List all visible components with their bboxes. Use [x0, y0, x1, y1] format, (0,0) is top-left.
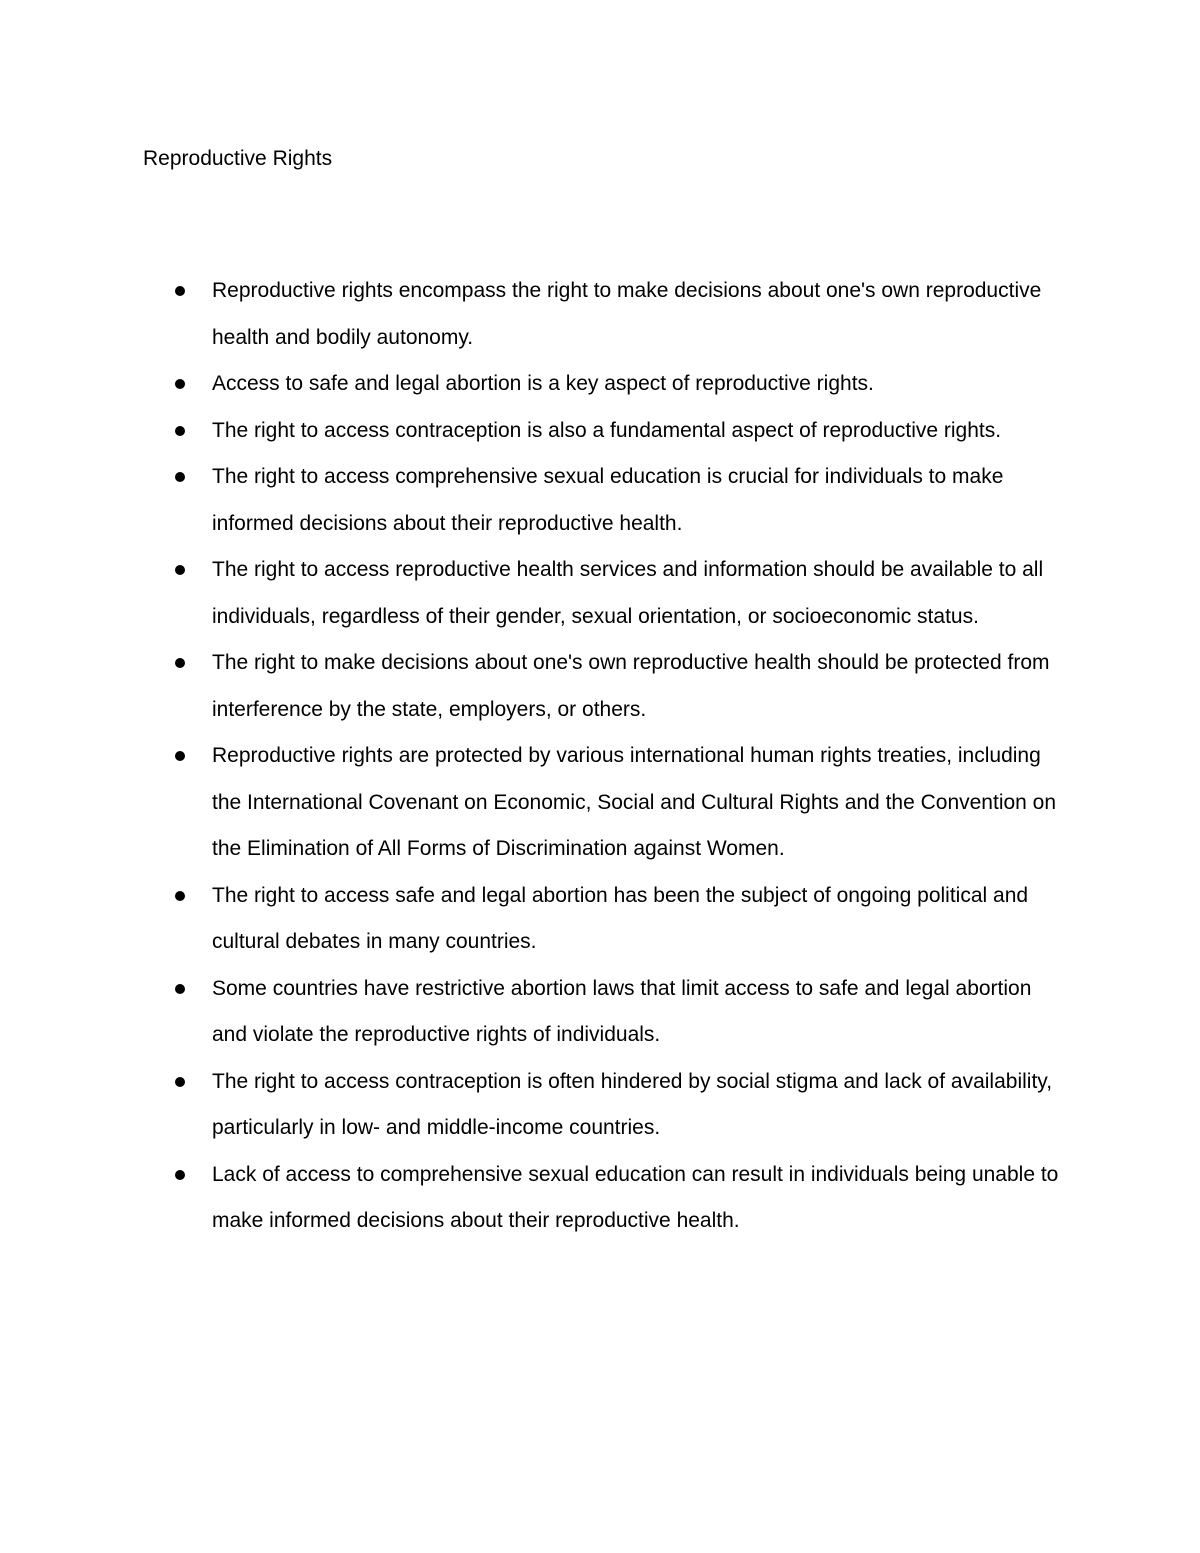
bullet-item: [0, 1059, 1062, 1152]
bullet-icon: [175, 426, 185, 436]
bullet-item: [0, 454, 1062, 547]
bullet-icon: [175, 379, 185, 389]
bullet-text: Reproductive rights are protected by various international human rights treaties, including the International Covenant on Economic, Social and Cultural Rights and the Convention on the Elimination of All Forms of Discrimination against Women.: [212, 744, 1057, 860]
bullet-icon: [175, 286, 185, 296]
bullet-item: [0, 268, 1062, 361]
bullet-list: [0, 268, 1200, 1245]
bullet-item: [0, 547, 1062, 640]
bullet-text: The right to access contraception is often hindered by social stigma and lack of availability, particularly in low- and middle-income countries.: [212, 1069, 1053, 1139]
bullet-icon: [175, 751, 185, 761]
bullet-item: [0, 640, 1062, 733]
bullet-text: Reproductive rights encompass the right to make decisions about one's own reproductive health and bodily autonomy.: [212, 279, 1042, 349]
bullet-text: Lack of access to comprehensive sexual education can result in individuals being unable to make informed decisions about their reproductive health.: [212, 1162, 1059, 1232]
bullet-text: The right to access comprehensive sexual education is crucial for individuals to make informed decisions about their reproductive health.: [212, 465, 1004, 535]
document-title: Reproductive Rights: [143, 147, 333, 170]
bullet-icon: [175, 565, 185, 575]
bullet-text: Some countries have restrictive abortion laws that limit access to safe and legal abortion and violate the reproductive rights of individuals.: [212, 976, 1032, 1046]
bullet-text: The right to access safe and legal abortion has been the subject of ongoing political and cultural debates in many countries.: [212, 883, 1029, 953]
bullet-item: [0, 361, 1062, 408]
bullet-icon: [175, 891, 185, 901]
bullet-icon: [175, 1170, 185, 1180]
bullet-text: The right to make decisions about one's own reproductive health should be protected from interference by the state, employers, or others.: [212, 651, 1050, 721]
bullet-icon: [175, 658, 185, 668]
bullet-text: The right to access reproductive health services and information should be available to all individuals, regardless of their gender, sexual orientation, or socioeconomic status.: [212, 558, 1044, 628]
bullet-item: [0, 733, 1062, 873]
bullet-icon: [175, 472, 185, 482]
bullet-text: Access to safe and legal abortion is a key aspect of reproductive rights.: [212, 372, 874, 395]
bullet-icon: [175, 984, 185, 994]
bullet-item: [0, 408, 1062, 455]
bullet-text: The right to access contraception is also a fundamental aspect of reproductive rights.: [212, 418, 1002, 442]
bullet-item: [0, 1152, 1062, 1245]
bullet-icon: [175, 1077, 185, 1087]
bullet-item: [0, 966, 1062, 1059]
bullet-item: [0, 873, 1062, 966]
